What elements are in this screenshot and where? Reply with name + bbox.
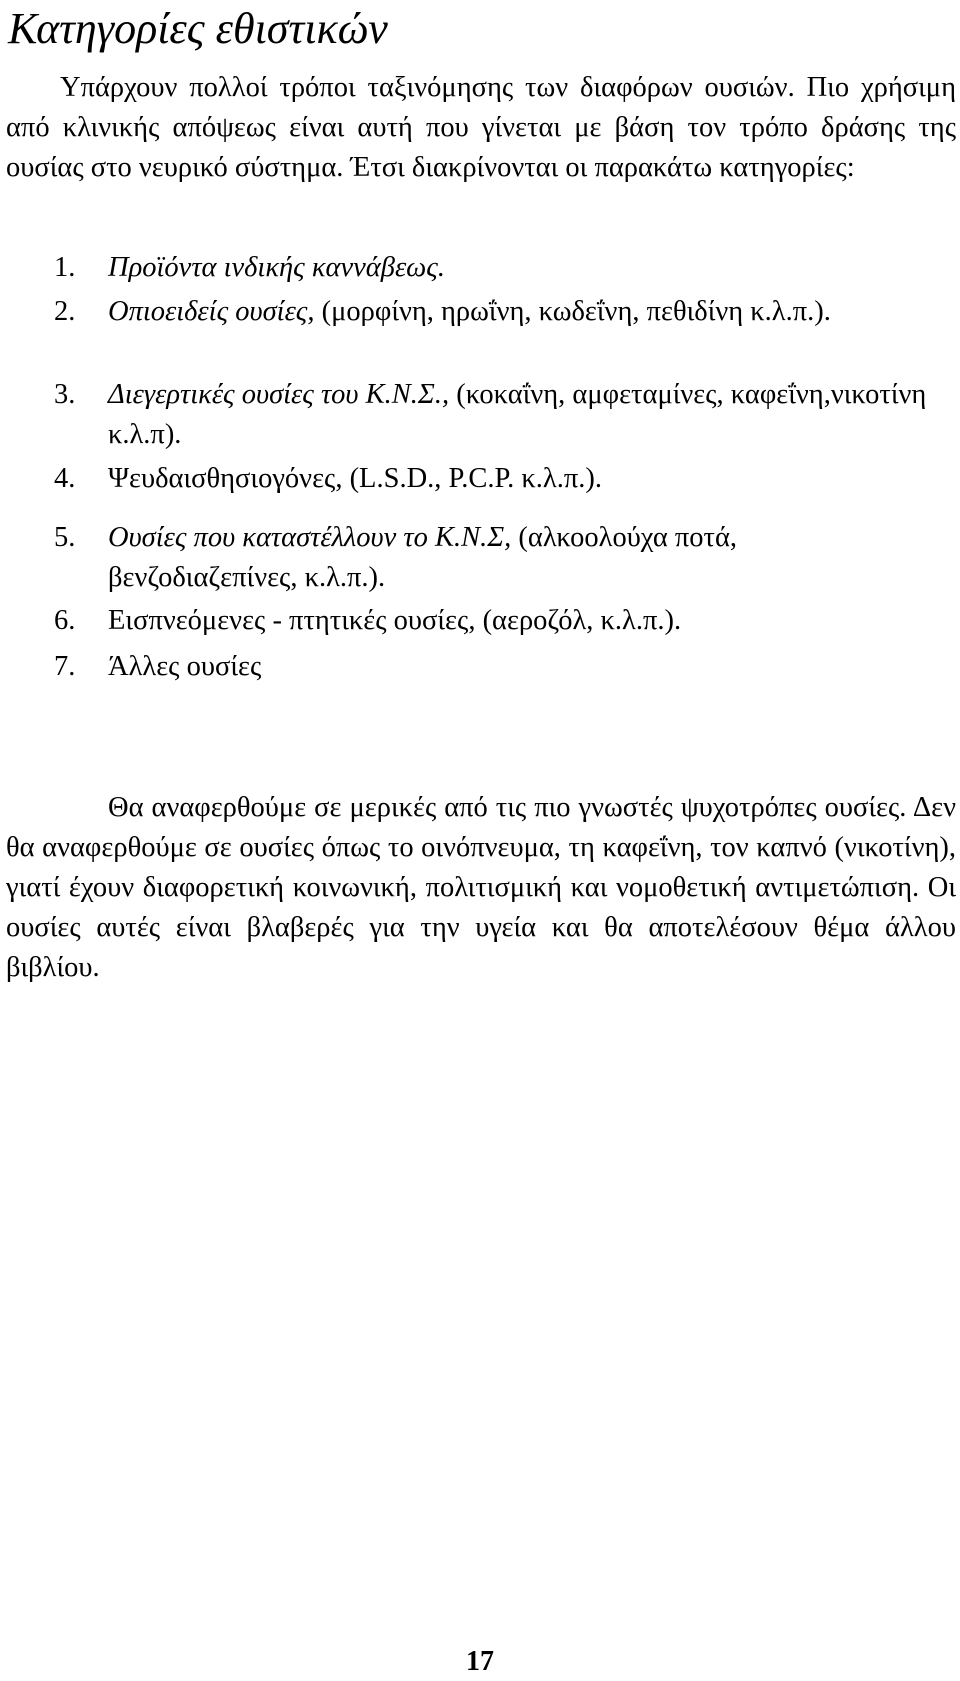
list-item-number: 7. — [54, 651, 76, 682]
list-item-number: 1. — [54, 252, 76, 283]
category-details: (αλκοολούχα ποτά, βενζοδιαζεπίνες, κ.λ.π.). — [108, 522, 738, 593]
list-item-text — [108, 292, 928, 332]
category-name: Οπιοειδείς ουσίες, — [108, 296, 315, 327]
category-details: Άλλες ουσίες — [108, 651, 262, 682]
closing-paragraph: Θα αναφερθούμε σε μερικές από τις πιο γνωστές ψυχοτρόπες ουσίες. Δεν θα αναφερθούμε σε ουσίες όπως το οινόπνευμα, τη καφεΐνη, τον καπνό (νικοτίνη), γιατί έχουν διαφορετική κοινωνική, πολιτισμική και νομοθετική αντιμετώπιση. Οι ουσίες αυτές είναι βλαβερές για την υγεία και θα αποτελέσουν θέμα άλλου βιβλίου. — [6, 792, 956, 983]
list-item-text — [108, 375, 928, 455]
category-name: Προϊόντα ινδικής καννάβεως. — [108, 252, 445, 283]
category-details: (μορφίνη, ηρωΐνη, κωδεΐνη, πεθιδίνη κ.λ.π.). — [314, 296, 831, 327]
list-item-text — [108, 647, 928, 687]
list-item-text — [108, 459, 928, 499]
list-item-text — [108, 248, 928, 288]
list-item-number: 2. — [54, 296, 76, 327]
category-name: Διεγερτικές ουσίες του Κ.Ν.Σ., — [108, 379, 450, 410]
list-item-number: 5. — [54, 522, 76, 553]
category-name: Ουσίες που καταστέλλουν το Κ.Ν.Σ, — [108, 522, 512, 553]
list-item-text — [108, 601, 928, 641]
list-item-number: 3. — [54, 379, 76, 410]
page-number: 17 — [466, 1646, 494, 1677]
list-item-number: 4. — [54, 463, 76, 494]
category-details: Εισπνεόμενες - πτητικές ουσίες, (αεροζόλ, κ.λ.π.). — [108, 605, 682, 636]
intro-paragraph: Υπάρχουν πολλοί τρόποι ταξινόμησης των διαφόρων ουσιών. Πιο χρήσιμη από κλινικής απόψεως είναι αυτή που γίνεται με βάση τον τρόπο δράσης της ουσίας στο νευρικό σύστημα. Έτσι διακρίνονται οι παρακάτω κατηγορίες: — [6, 72, 956, 183]
list-item-text — [108, 518, 928, 598]
category-details: Ψευδαισθησιογόνες, (L.S.D., P.C.P. κ.λ.π.). — [108, 463, 602, 494]
category-details: (κοκαΐνη, αμφεταμίνες, καφεΐνη,νικοτίνη κ.λ.π). — [108, 379, 927, 450]
page-title: Κατηγορίες εθιστικών — [8, 4, 388, 53]
list-item-number: 6. — [54, 605, 76, 636]
